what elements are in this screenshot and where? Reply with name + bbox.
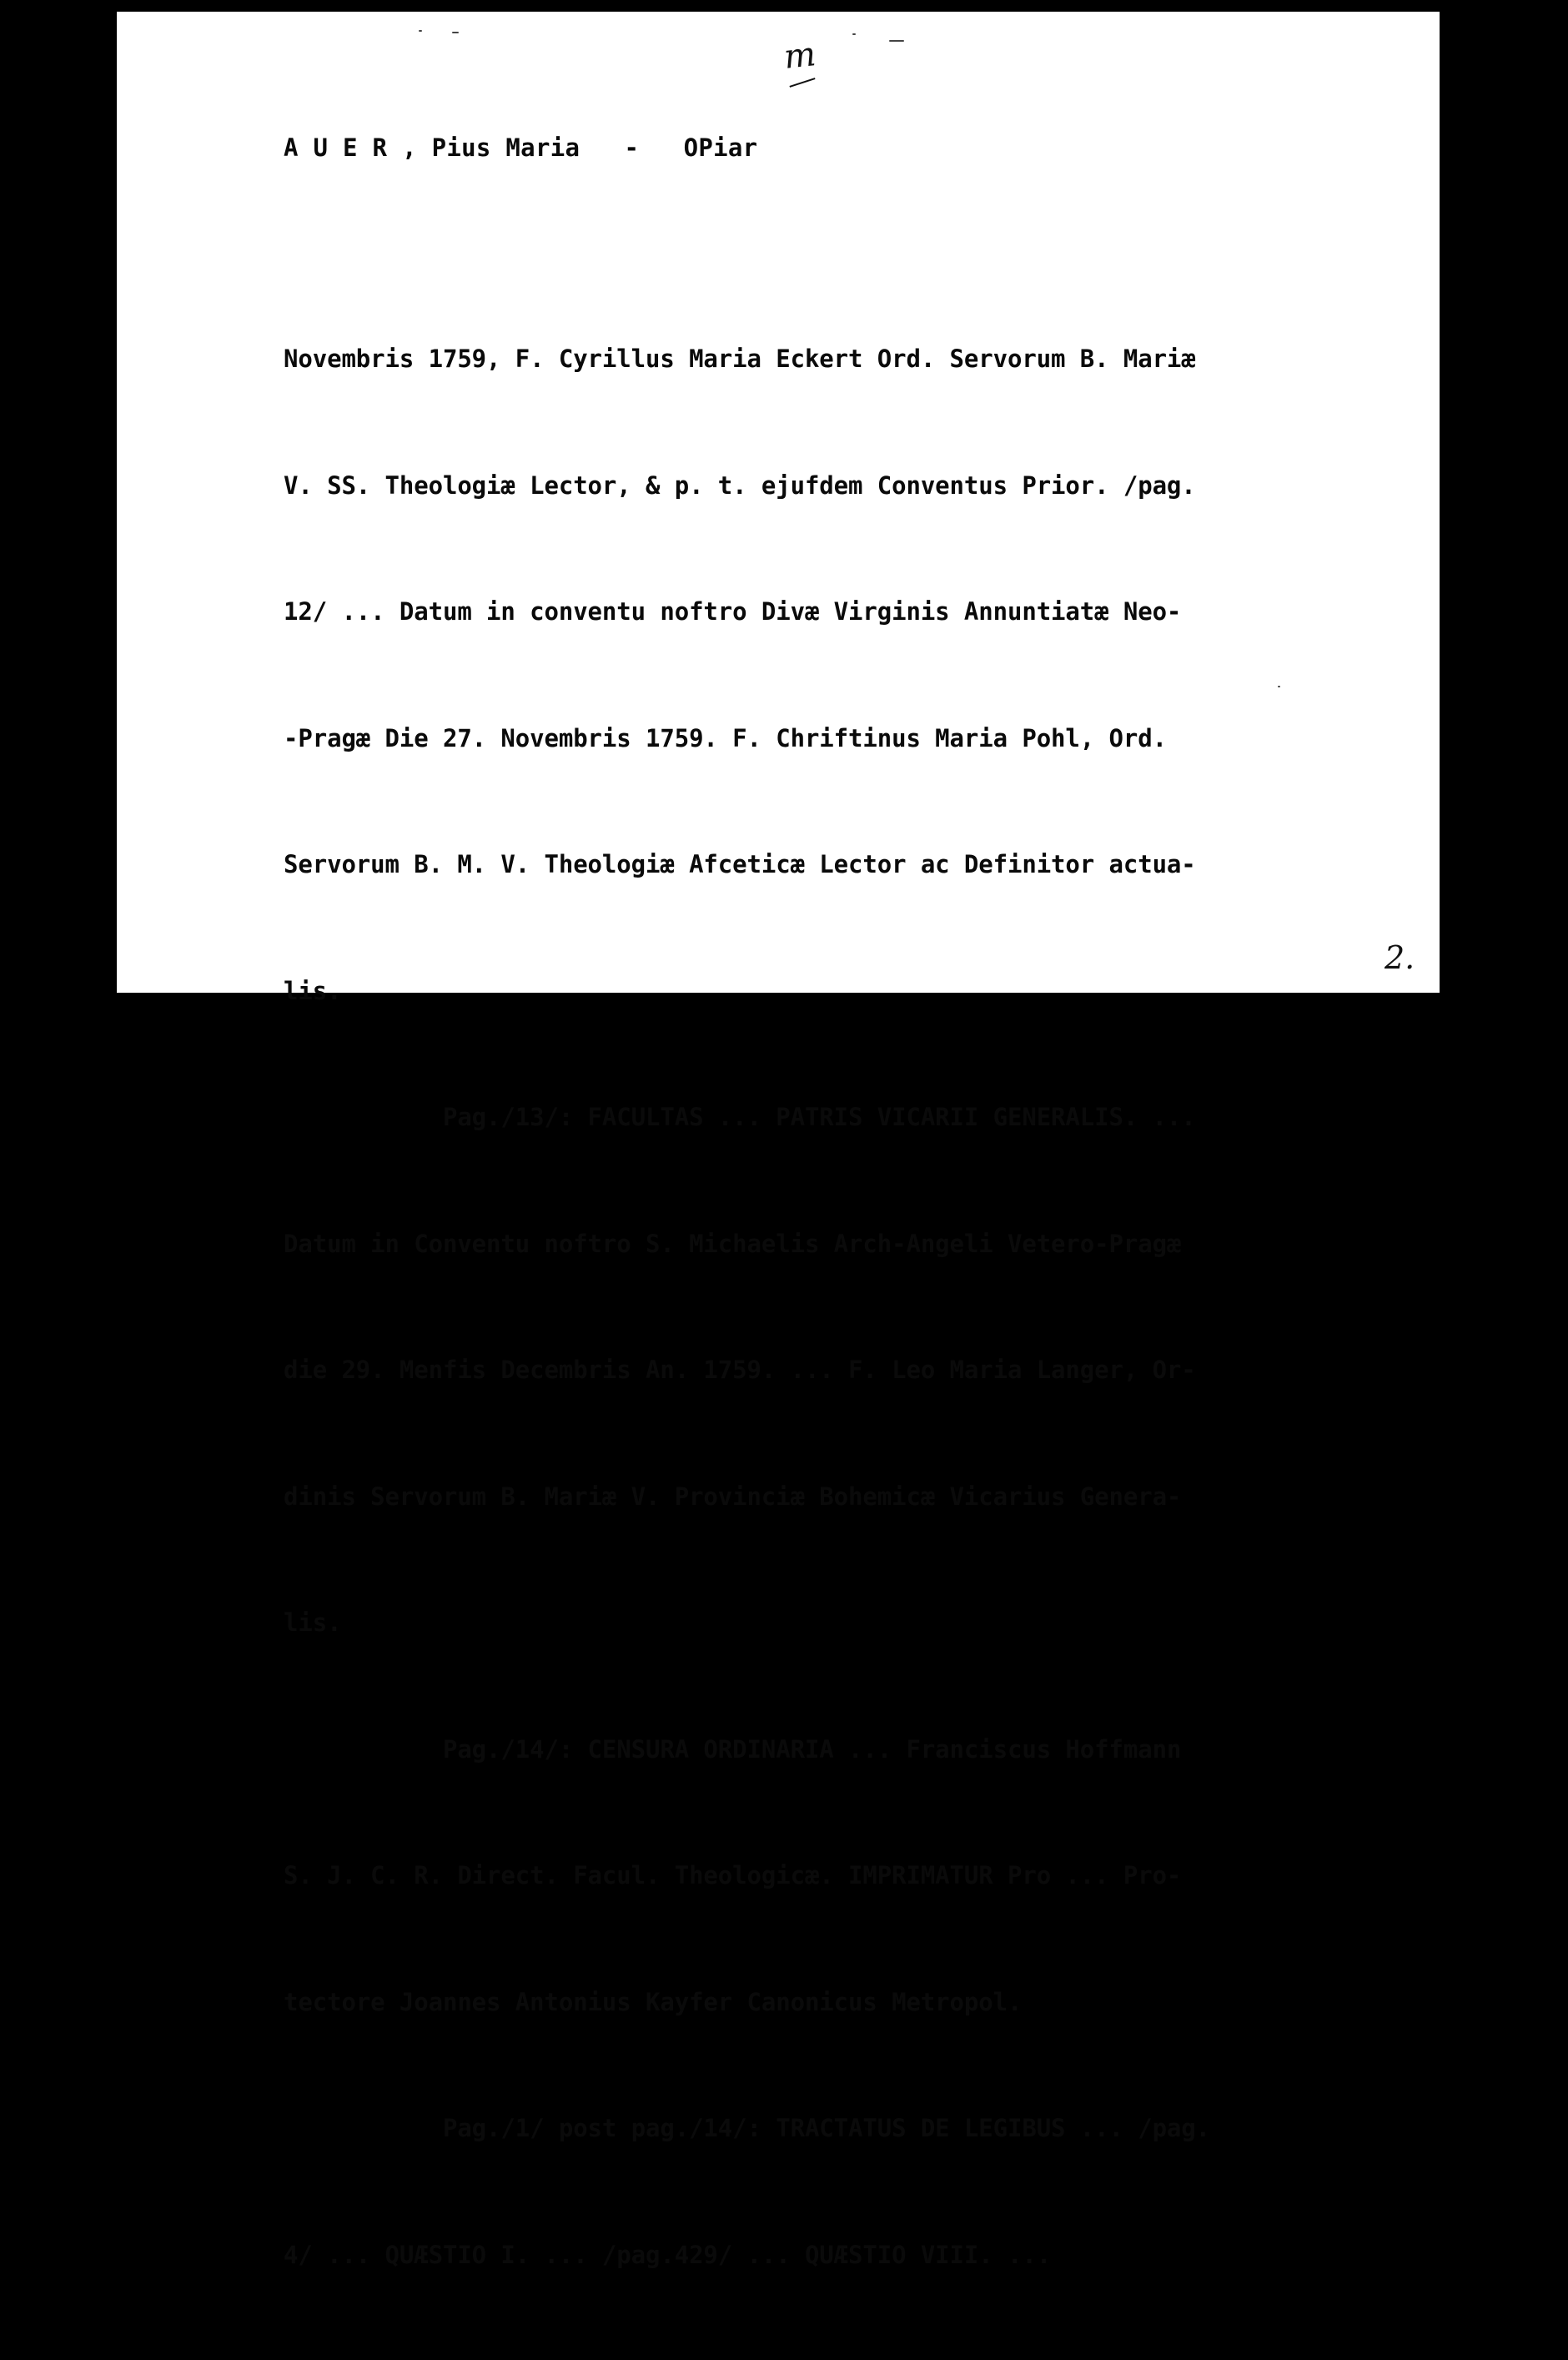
- heading-separator: ,: [402, 133, 417, 162]
- text-line: 4/ ... QUÆSTIO I. ... /pag.429/ ... QUÆSTIO VIII. ...: [284, 2240, 1052, 2269]
- text-line: S. J. C. R. Direct. Facul. Theologicæ. IMPRIMATUR Pro ... Pro-: [284, 1861, 1182, 1890]
- text-line: lis.: [284, 976, 342, 1005]
- scan-speck: [1278, 686, 1280, 687]
- text-line: Servorum B. M. V. Theologiæ Afceticæ Lector ac Definitor actua-: [284, 850, 1196, 878]
- handwritten-underline-mark: [789, 78, 815, 88]
- text-line: Pag./13/: FACULTAS ... PATRIS VICARII GENERALIS. ...: [284, 1103, 1196, 1131]
- handwritten-roman-numeral-mark: m: [781, 35, 818, 77]
- text-line: lis.: [284, 1608, 342, 1637]
- scan-speck: [419, 30, 422, 32]
- scan-speck: [889, 40, 904, 42]
- document-page: [117, 12, 1440, 2269]
- transcription-body: [284, 254, 1210, 2360]
- text-line: die 29. Menfis Decembris An. 1759. ... F. Leo Maria Langer, Or-: [284, 1356, 1196, 1384]
- text-line: -Pragæ Die 27. Novembris 1759. F. Chriftinus Maria Pohl, Ord.: [284, 723, 1167, 752]
- scan-speck: [452, 32, 459, 33]
- heading-dash: -: [624, 133, 640, 162]
- heading-given-name: Pius Maria: [431, 133, 580, 162]
- text-line: Pag./1/ post pag./14/: TRACTATUS DE LEGIBUS ... /pag.: [284, 2114, 1211, 2142]
- text-line: V. SS. Theologiæ Lector, & p. t. ejufdem Conventus Prior. /pag.: [284, 470, 1196, 500]
- heading-order: OPiar: [683, 133, 758, 162]
- text-line: Novembris 1759, F. Cyrillus Maria Eckert Ord. Servorum B. Mariæ: [284, 345, 1196, 373]
- scan-speck: [852, 33, 856, 35]
- text-line: tectore Joannes Antonius Kayfer Canonicus Metropol.: [284, 1987, 1023, 2016]
- handwritten-page-number-mark: 2.: [1385, 939, 1415, 976]
- text-line: Datum in Conventu noftro S. Michaelis Arch-Angeli Vetero-Pragæ: [284, 1229, 1182, 1258]
- text-line: dinis Servorum B. Mariæ V. Provinciæ Bohemicæ Vicarius Genera-: [284, 1482, 1182, 1511]
- heading-surname: A U E R: [284, 133, 388, 162]
- text-line: 12/ ... Datum in conventu noftro Divæ Virginis Annuntiatæ Neo-: [284, 597, 1182, 626]
- text-line: Pag./14/: CENSURA ORDINARIA ... Franciscus Hoffmann: [284, 1734, 1182, 1764]
- record-heading: [284, 133, 757, 162]
